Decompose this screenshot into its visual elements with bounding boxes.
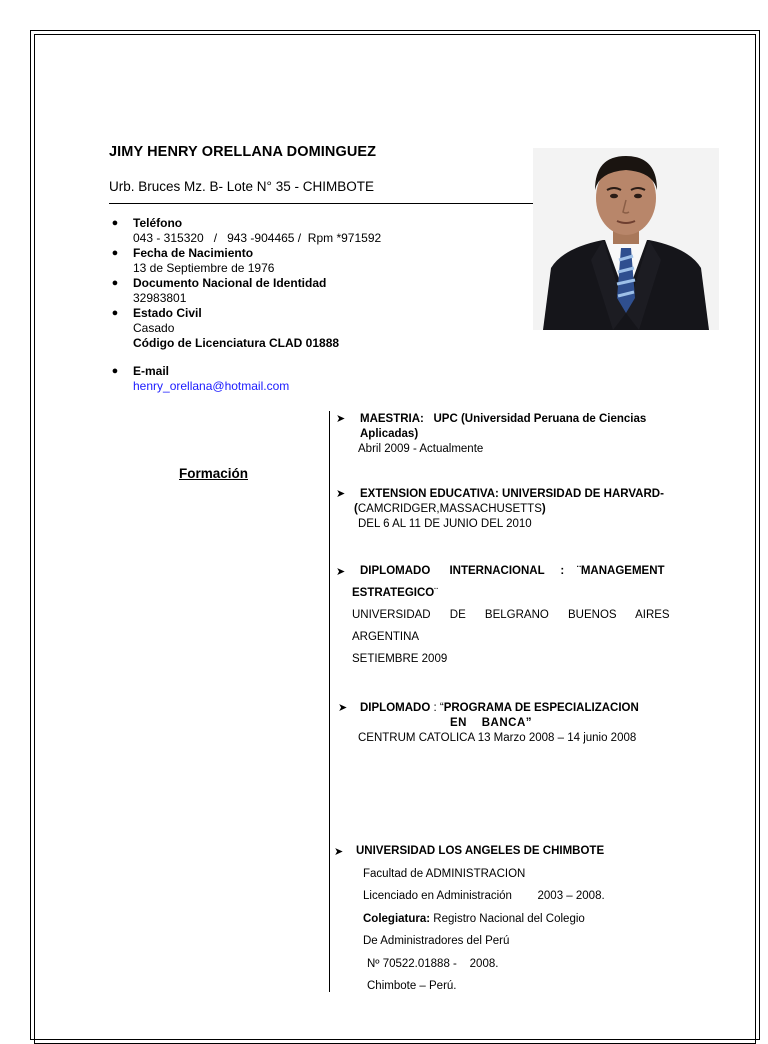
edu-belgrano-quote: ¨ xyxy=(434,587,439,599)
contact-email xyxy=(109,364,381,394)
edu-uladech-colegiatura-text: Registro Nacional del Colegio xyxy=(430,912,585,925)
edu-uladech-title: UNIVERSIDAD LOS ANGELES DE CHIMBOTE xyxy=(356,845,605,857)
edu-entry-harvard xyxy=(336,487,719,532)
contact-license: Código de Licenciatura CLAD 01888 xyxy=(133,336,340,350)
edu-belgrano-university: UNIVERSIDAD DE BELGRANO BUENOS AIRES xyxy=(352,609,670,621)
bullet-icon: ● xyxy=(111,247,119,259)
edu-harvard-title: EXTENSION EDUCATIVA: UNIVERSIDAD DE HARVARD- xyxy=(360,488,664,500)
edu-belgrano-title: DIPLOMADO INTERNACIONAL : ¨MANAGEMENT xyxy=(360,565,665,577)
arrow-bullet-icon: ➤ xyxy=(336,488,346,500)
edu-harvard-paren-open: ( xyxy=(354,503,358,515)
edu-centrum-title-cont: EN BANCA” xyxy=(450,717,533,729)
contact-phone-value: 043 - 315320 / 943 -904465 / Rpm *971592 xyxy=(133,231,382,245)
arrow-bullet-icon: ➤ xyxy=(336,413,346,425)
edu-harvard-paren-close: ) xyxy=(541,503,546,515)
header-divider xyxy=(109,203,533,204)
arrow-bullet-icon: ➤ xyxy=(338,702,348,714)
edu-belgrano-country: ARGENTINA xyxy=(352,631,420,643)
contact-email-link[interactable]: henry_orellana@hotmail.com xyxy=(133,379,290,393)
edu-belgrano-title-cont: ESTRATEGICO xyxy=(352,587,435,599)
section-divider xyxy=(329,411,330,992)
edu-centrum-title: PROGRAMA DE ESPECIALIZACION xyxy=(443,702,639,714)
arrow-bullet-icon: ➤ xyxy=(336,566,346,578)
edu-centrum-colon: : “ xyxy=(430,702,444,714)
edu-maestria-title-cont: Aplicadas) xyxy=(360,428,419,440)
edu-entry-belgrano xyxy=(336,560,719,670)
edu-uladech-colegiatura-label: Colegiatura: xyxy=(363,912,431,925)
bullet-icon: ● xyxy=(111,365,119,377)
contact-civil-label: Estado Civil xyxy=(133,306,202,320)
contact-list xyxy=(109,216,381,394)
edu-uladech-location: Chimbote – Perú. xyxy=(367,980,457,992)
edu-harvard-date: DEL 6 AL 11 DE JUNIO DEL 2010 xyxy=(358,518,532,530)
bullet-icon: ● xyxy=(111,277,119,289)
profile-photo-illustration xyxy=(533,148,719,330)
edu-entry-centrum xyxy=(338,701,719,746)
contact-id-label: Documento Nacional de Identidad xyxy=(133,276,327,290)
contact-civil-value: Casado xyxy=(133,321,175,335)
contact-birth-label: Fecha de Nacimiento xyxy=(133,246,254,260)
contact-phone-label: Teléfono xyxy=(133,216,183,230)
cv-name: JIMY HENRY ORELLANA DOMINGUEZ xyxy=(109,144,377,160)
bullet-icon: ● xyxy=(111,217,119,229)
edu-maestria-title: MAESTRIA: UPC (Universidad Peruana de Ciencias xyxy=(360,413,647,425)
contact-birth-value: 13 de Septiembre de 1976 xyxy=(133,261,275,275)
contact-email-label: E-mail xyxy=(133,364,170,378)
edu-entry-uladech xyxy=(334,840,719,998)
edu-maestria-date: Abril 2009 - Actualmente xyxy=(358,443,484,455)
contact-phone xyxy=(109,216,381,246)
contact-id-value: 32983801 xyxy=(133,291,187,305)
edu-belgrano-date: SETIEMBRE 2009 xyxy=(352,653,448,665)
profile-photo xyxy=(533,148,719,330)
contact-id xyxy=(109,276,381,306)
bullet-icon: ● xyxy=(111,307,119,319)
section-title-formacion: Formación xyxy=(179,466,249,481)
cv-address: Urb. Bruces Mz. B- Lote N° 35 - CHIMBOTE xyxy=(109,179,374,194)
contact-civil xyxy=(109,306,381,351)
edu-centrum-label: DIPLOMADO xyxy=(360,702,431,714)
edu-uladech-degree: Licenciado en Administración 2003 – 2008. xyxy=(363,890,605,902)
edu-uladech-colegio: De Administradores del Perú xyxy=(363,935,510,947)
edu-centrum-detail: CENTRUM CATOLICA 13 Marzo 2008 – 14 junio 2008 xyxy=(358,732,637,744)
arrow-bullet-icon: ➤ xyxy=(334,846,344,858)
edu-uladech-registro: Nº 70522.01888 - 2008. xyxy=(367,957,499,970)
edu-harvard-location: CAMCRIDGER,MASSACHUSETTS xyxy=(357,503,542,515)
edu-entry-maestria xyxy=(336,412,719,457)
edu-uladech-faculty: Facultad de ADMINISTRACION xyxy=(363,867,526,880)
contact-birth xyxy=(109,246,381,276)
